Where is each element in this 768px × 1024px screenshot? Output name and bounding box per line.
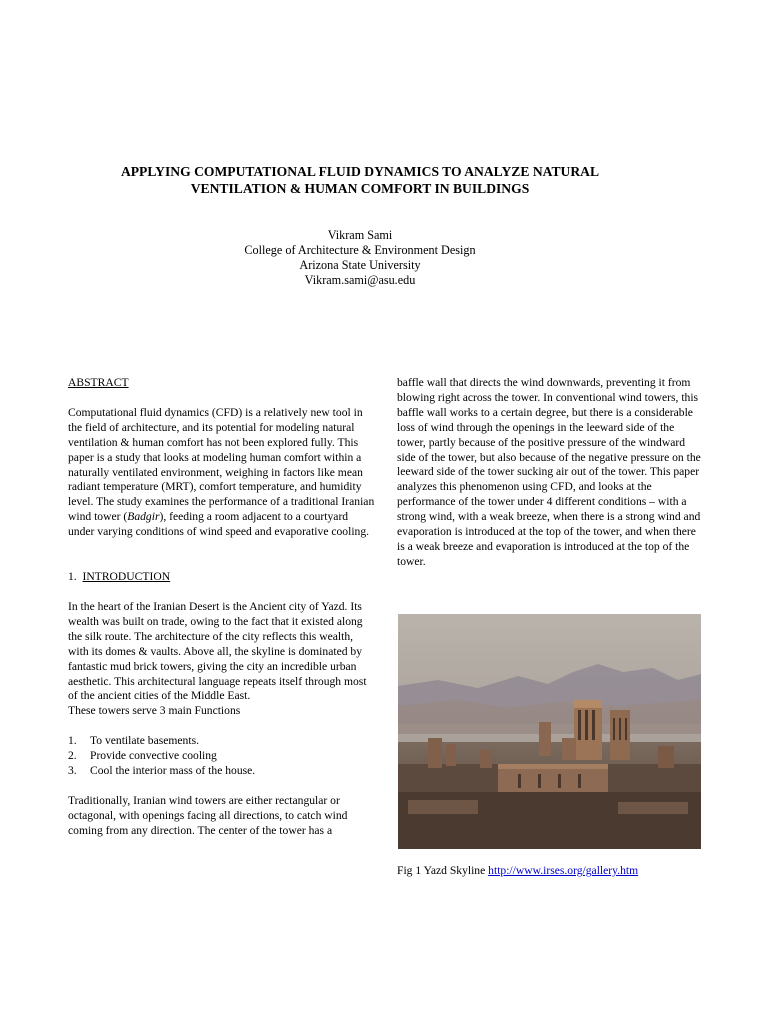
figure-caption: [397, 864, 638, 877]
introduction-paragraph-1: In the heart of the Iranian Desert is the Ancient city of Yazd. Its wealth was built on trade, owing to the fact that it existed along the silk route. The architecture of the city reflects this wealth, with its domes & vaults. Above all, the skyline is dominated by fantastic mud brick towers, giving the city an incredible urban aesthetic. This architectural language repeats itself through most of the ancient cities of the Middle East.: [68, 599, 367, 703]
author-name: Vikram Sami: [327, 228, 393, 242]
abstract-body-italic: Badgir: [127, 510, 160, 524]
list-item: [68, 734, 376, 749]
list-item-text: Provide convective cooling: [90, 749, 217, 763]
introduction-paragraph-3: Traditionally, Iranian wind towers are either rectangular or octagonal, with openings facing all directions, to catch wind coming from any direction. The center of the tower has a: [68, 793, 348, 837]
abstract-heading: ABSTRACT: [68, 376, 129, 389]
abstract-body-part-a: Computational fluid dynamics (CFD) is a relatively new tool in the field of architecture, and its potential for modeling natural ventilation & human comfort has not been explored fully. This paper is a study that looks at modeling human comfort within a naturally ventilated environment, weighing in factors like mean radiant temperature (MRT), comfort temperature, and humidity level. The study examines the performance of a traditional Iranian wind tower (: [68, 405, 375, 524]
list-item: [68, 749, 376, 764]
functions-list: [68, 734, 376, 779]
abstract-body-part-b: ), feeding a room adjacent to a courtyard under varying conditions of wind speed and evaporative cooling.: [68, 510, 370, 539]
yazd-skyline-illustration: [398, 614, 701, 849]
author-affiliation-university: Arizona State University: [299, 258, 421, 272]
figure-caption-text: Fig 1 Yazd Skyline: [397, 864, 486, 877]
introduction-title: INTRODUCTION: [82, 570, 171, 584]
list-item: [68, 764, 376, 779]
author-affiliation-college: College of Architecture & Environment Design: [244, 243, 476, 257]
title-line-1: APPLYING COMPUTATIONAL FLUID DYNAMICS TO ANALYZE NATURAL: [120, 164, 600, 179]
yazd-skyline-photo: [398, 614, 701, 849]
title-line-2: VENTILATION & HUMAN COMFORT IN BUILDINGS: [190, 181, 530, 196]
right-column-paragraph: baffle wall that directs the wind downwards, preventing it from blowing right across the tower. In conventional wind towers, this baffle wall works to a certain degree, but there is a considerable loss of wind through the openings in the leeward side of the tower, partly because of the positive pressure of the windward side of the tower, but also because of the negative pressure on the leeward side of the tower sucking air out of the tower. This paper analyzes this phenomenon using CFD, and looks at the performance of the tower under 4 different conditions – with a strong wind, with a weak breeze, when there is a strong wind and evaporation is introduced at the top of the tower, and when there is a weak breeze and evaporation is introduced at the top of the tower.: [397, 376, 701, 568]
list-item-number: 1.: [68, 734, 77, 748]
author-block: [160, 228, 560, 288]
introduction-number: 1.: [68, 570, 77, 584]
introduction-paragraph-2: These towers serve 3 main Functions: [68, 704, 241, 718]
figure-source-link[interactable]: http://www.irses.org/gallery.htm: [488, 864, 639, 877]
introduction-heading: [68, 570, 376, 585]
right-column: [397, 376, 703, 570]
list-item-number: 2.: [68, 749, 77, 763]
left-column: [68, 376, 376, 839]
list-item-text: Cool the interior mass of the house.: [90, 764, 256, 778]
author-email: Vikram.sami@asu.edu: [304, 273, 416, 287]
abstract-body: [68, 406, 376, 540]
list-item-number: 3.: [68, 764, 77, 778]
paper-title: [60, 163, 660, 197]
list-item-text: To ventilate basements.: [90, 734, 199, 748]
